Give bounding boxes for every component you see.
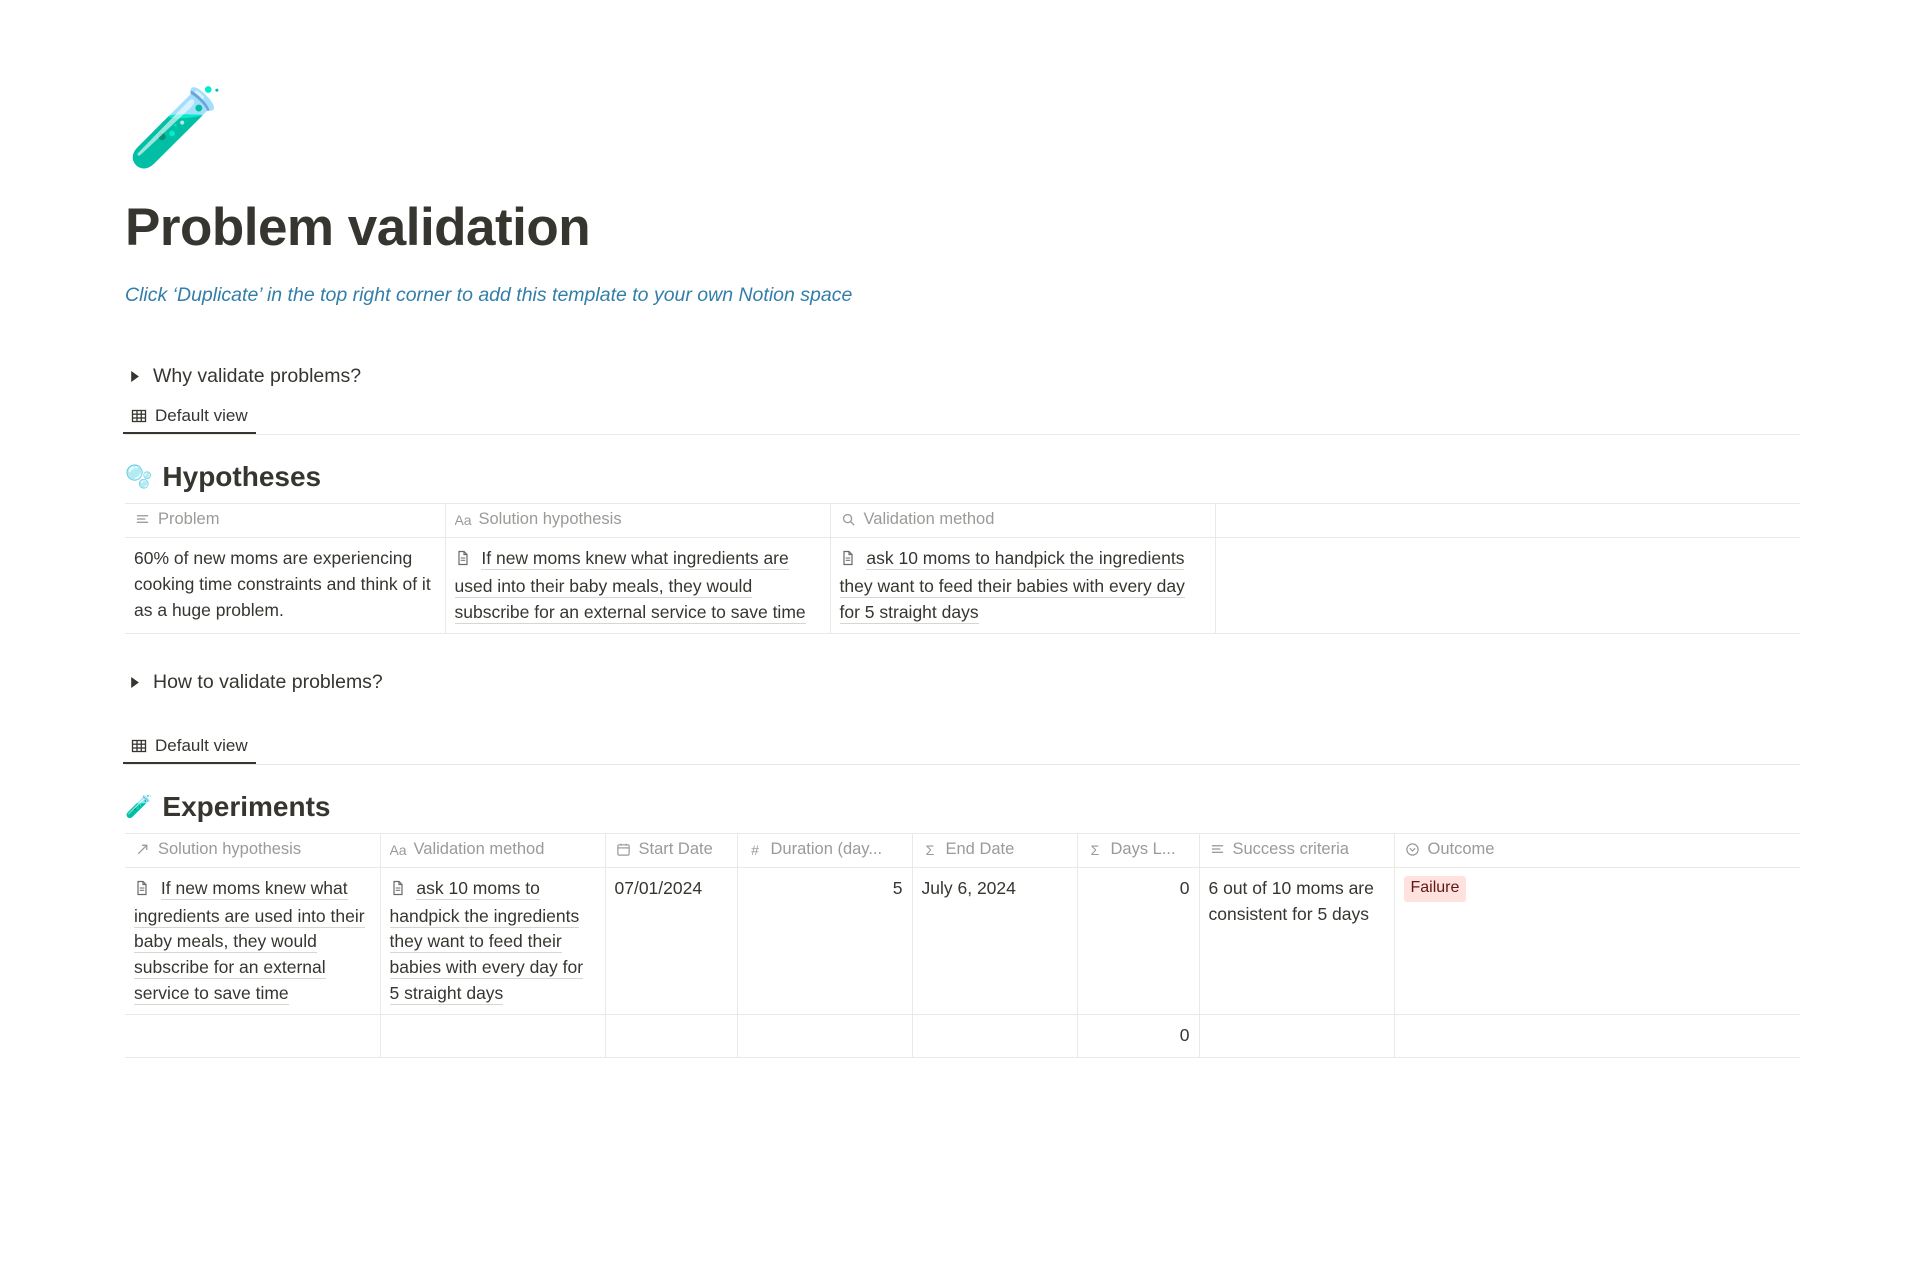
toggle-why-validate-problems[interactable] (125, 362, 1800, 391)
relation-arrow-icon (134, 841, 151, 858)
database-title-text: Hypotheses (162, 461, 322, 493)
column-header-start-date[interactable] (605, 834, 737, 868)
title-aa-icon: Aa (454, 511, 472, 528)
test-tube-emoji[interactable]: 🧪 (127, 83, 225, 171)
column-header-label: Success criteria (1232, 840, 1349, 859)
table-row[interactable] (125, 868, 1800, 1015)
formula-sigma-icon: Σ (1090, 841, 1100, 858)
cell-text: 0 (1179, 878, 1190, 899)
cell-days-left[interactable] (1077, 868, 1199, 1015)
toggle-label: How to validate problems? (153, 671, 383, 694)
footer-cell-outcome[interactable] (1394, 1015, 1800, 1058)
cell-end-date[interactable] (912, 868, 1077, 1015)
page-doc-icon (134, 878, 150, 904)
column-header-duration[interactable] (737, 834, 912, 868)
column-header-label: Duration (day... (770, 840, 883, 859)
bubbles-icon: 🫧 (125, 464, 153, 490)
column-header-label: Outcome (1427, 840, 1495, 859)
table-row[interactable] (125, 538, 1800, 634)
column-header-validation-method[interactable] (380, 834, 605, 868)
page-doc-icon (455, 548, 471, 574)
column-header-label: End Date (945, 840, 1015, 859)
cell-validation-method[interactable] (380, 868, 605, 1015)
database-title-text: Experiments (162, 791, 331, 823)
view-tabs-hypotheses (125, 401, 1800, 435)
cell-success-criteria[interactable] (1199, 868, 1394, 1015)
tab-default-view[interactable] (123, 737, 256, 764)
column-header-days-left[interactable] (1077, 834, 1199, 868)
status-badge: Failure (1404, 876, 1467, 902)
cell-solution-hypothesis[interactable] (445, 538, 830, 634)
page-subtitle: Click ‘Duplicate’ in the top right corner to add this template to your own Notion space (125, 283, 853, 306)
cell-solution-hypothesis[interactable] (125, 868, 380, 1015)
text-lines-icon (1209, 841, 1226, 858)
footer-cell-success-criteria[interactable] (1199, 1015, 1394, 1058)
page-content (125, 83, 1800, 1058)
tab-default-view[interactable] (123, 407, 256, 434)
tab-label: Default view (155, 736, 248, 756)
cell-text: 60% of new moms are experiencing cooking time constraints and think of it as a huge problem. (134, 548, 431, 620)
tab-label: Default view (155, 406, 248, 426)
calendar-icon (615, 841, 632, 858)
relation-search-icon (840, 511, 857, 528)
column-header-label: Days L... (1110, 840, 1176, 859)
table-hypotheses (125, 503, 1800, 634)
footer-cell-duration[interactable] (737, 1015, 912, 1058)
chevron-right-icon[interactable] (125, 368, 143, 386)
cell-page-link[interactable]: If new moms knew what ingredients are used into their baby meals, they would subscribe for an external service to save time (134, 878, 365, 1003)
title-aa-icon: Aa (389, 841, 407, 858)
select-circle-icon (1404, 841, 1421, 858)
column-header-label: Solution hypothesis (158, 840, 302, 859)
footer-cell-days-left-total[interactable] (1077, 1015, 1199, 1058)
footer-cell-validation-method[interactable] (380, 1015, 605, 1058)
column-header-solution-hypothesis[interactable] (445, 504, 830, 538)
cell-text: 6 out of 10 moms are consistent for 5 days (1208, 878, 1374, 924)
page-doc-icon (840, 548, 856, 574)
page-doc-icon (390, 878, 406, 904)
column-header-label: Problem (158, 510, 220, 529)
column-header-solution-hypothesis[interactable] (125, 834, 380, 868)
database-title-experiments[interactable] (125, 791, 1800, 823)
cell-text: 5 (892, 878, 903, 899)
cell-problem[interactable] (125, 538, 445, 634)
chevron-right-icon[interactable] (125, 674, 143, 692)
test-tube-icon: 🧪 (125, 794, 153, 820)
cell-validation-method[interactable] (830, 538, 1215, 634)
toggle-how-to-validate-problems[interactable] (125, 668, 1800, 697)
cell-page-link[interactable]: If new moms knew what ingredients are used into their baby meals, they would subscribe for an external service to save time (454, 548, 806, 622)
column-header-outcome[interactable] (1394, 834, 1800, 868)
number-hash-icon: # (751, 841, 759, 858)
cell-empty[interactable] (1215, 538, 1800, 634)
cell-outcome[interactable] (1394, 868, 1800, 1015)
toggle-label: Why validate problems? (153, 365, 362, 388)
table-icon (131, 738, 147, 754)
footer-cell-solution-hypothesis[interactable] (125, 1015, 380, 1058)
view-tabs-experiments (125, 731, 1800, 765)
footer-cell-end-date[interactable] (912, 1015, 1077, 1058)
column-header-problem[interactable] (125, 504, 445, 538)
cell-start-date[interactable] (605, 868, 737, 1015)
column-header-success-criteria[interactable] (1199, 834, 1394, 868)
cell-page-link[interactable]: ask 10 moms to handpick the ingredients they want to feed their babies with every day for 5 straight days (389, 878, 584, 1003)
text-lines-icon (134, 511, 151, 528)
column-header-label: Validation method (863, 510, 995, 529)
cell-page-link[interactable]: ask 10 moms to handpick the ingredients they want to feed their babies with every day for 5 straight days (839, 548, 1185, 622)
formula-sigma-icon: Σ (925, 841, 935, 858)
table-header-row (125, 834, 1800, 868)
cell-duration[interactable] (737, 868, 912, 1015)
cell-text: 0 (1179, 1025, 1190, 1046)
notion-page (0, 83, 1920, 1058)
footer-cell-start-date[interactable] (605, 1015, 737, 1058)
cell-text: 07/01/2024 (614, 878, 703, 899)
table-footer-row[interactable] (125, 1015, 1800, 1058)
table-experiments (125, 833, 1800, 1057)
column-header-empty (1215, 504, 1800, 538)
column-header-validation-method[interactable] (830, 504, 1215, 538)
column-header-label: Start Date (638, 840, 713, 859)
cell-text: July 6, 2024 (921, 878, 1016, 899)
database-title-hypotheses[interactable] (125, 461, 1800, 493)
column-header-label: Solution hypothesis (478, 510, 622, 529)
column-header-label: Validation method (413, 840, 545, 859)
table-header-row (125, 504, 1800, 538)
column-header-end-date[interactable] (912, 834, 1077, 868)
table-icon (131, 408, 147, 424)
page-title[interactable]: Problem validation (125, 198, 591, 257)
